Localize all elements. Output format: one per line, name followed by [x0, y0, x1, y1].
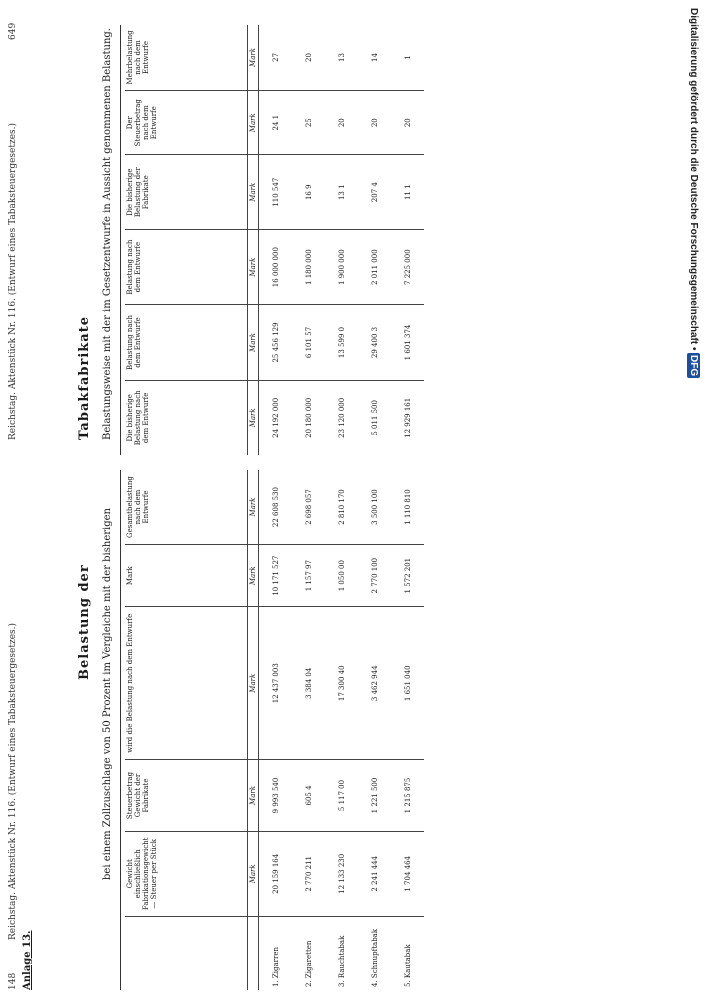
- right-header-4: Der Steuerbetrag nach dem Entwurfe: [125, 90, 248, 155]
- right-header-0: Die bisherige Belastung nach dem Entwurfe: [125, 380, 248, 455]
- table-cell: 110 547: [259, 155, 293, 229]
- table-row: [325, 25, 358, 455]
- table-cell: 6 101 57: [292, 305, 325, 380]
- right-unit-2: Mark: [248, 229, 259, 304]
- row-label: 2. Zigaretten: [304, 940, 313, 987]
- table-cell: 1 180 000: [292, 229, 325, 304]
- table-cell: 16 000 000: [259, 229, 293, 304]
- left-unit-0: [248, 916, 259, 990]
- left-header-0: [125, 916, 248, 990]
- table-cell: 7 225 000: [391, 229, 424, 304]
- left-table-top-rule: [120, 470, 121, 990]
- table-cell: 1 110 810: [391, 470, 424, 545]
- table-cell: 2 770 100: [358, 545, 391, 607]
- table-cell: 13: [325, 25, 358, 90]
- table-row: [325, 470, 358, 990]
- table-cell: 25 456 129: [259, 305, 293, 380]
- table-cell: 23 120 000: [337, 397, 346, 438]
- table-cell: 3 384 04: [292, 607, 325, 760]
- right-table: [125, 25, 424, 455]
- left-unit-1: Mark: [248, 831, 259, 916]
- table-cell: 1 651 040: [391, 607, 424, 760]
- table-cell: 20: [292, 25, 325, 90]
- left-unit-3: Mark: [248, 607, 259, 760]
- table-cell: 2 241 444: [358, 831, 391, 916]
- table-row: [391, 470, 424, 990]
- right-unit-0: Mark: [248, 380, 259, 455]
- left-running-title: Reichstag. Aktenstück Nr. 116. (Entwurf eines Tabaksteuergesetzes.): [8, 622, 18, 940]
- table-row: [391, 25, 424, 455]
- dfg-logo: DFG: [688, 355, 699, 377]
- left-unit-2: Mark: [248, 760, 259, 831]
- table-cell: 13 1: [325, 155, 358, 229]
- right-header-3: Die bisherige Belastung der Fabrikate: [125, 155, 248, 229]
- right-header-5: Mehrbelastung nach dem Entwurfe: [125, 25, 248, 90]
- right-page-number: 649: [8, 22, 18, 40]
- left-header-4: Mark: [125, 545, 248, 607]
- table-cell: 1: [391, 25, 424, 90]
- table-cell: 207 4: [358, 155, 391, 229]
- table-cell: 1 601 374: [391, 305, 424, 380]
- left-header-5: Gesamtbelastung nach dem Entwurfe: [125, 470, 248, 545]
- right-table-top-rule: [120, 25, 121, 455]
- left-header-3: wird die Belastung nach dem Entwurfe: [125, 607, 248, 760]
- right-header-1: Belastung nach dem Entwurfe: [125, 305, 248, 380]
- table-cell: 5 011 500: [370, 400, 379, 436]
- table-cell: 3 462 944: [358, 607, 391, 760]
- right-title-sub: Belastungsweise mit der im Gesetzentwurfe in Aussicht genommenen Belastung.: [102, 28, 113, 440]
- table-row: [358, 25, 391, 455]
- table-cell: 20 159 164: [259, 831, 293, 916]
- right-unit-5: Mark: [248, 25, 259, 90]
- table-cell: 12 437 003: [259, 607, 293, 760]
- table-cell: 20: [391, 90, 424, 155]
- table-cell: 12 133 230: [325, 831, 358, 916]
- table-cell: 1 900 000: [325, 229, 358, 304]
- table-cell: 3 500 100: [358, 470, 391, 545]
- right-unit-1: Mark: [248, 305, 259, 380]
- table-cell: 1 050 00: [325, 545, 358, 607]
- table-row: [358, 470, 391, 990]
- row-label: 1. Zigarren: [271, 946, 280, 987]
- table-cell: 2 698 057: [292, 470, 325, 545]
- left-page-number: 148: [8, 972, 18, 990]
- table-cell: 16 9: [292, 155, 325, 229]
- table-cell: 25: [292, 90, 325, 155]
- table-cell: 1 221 500: [358, 760, 391, 831]
- right-unit-3: Mark: [248, 155, 259, 229]
- right-unit-4: Mark: [248, 90, 259, 155]
- table-cell: 20 180 000: [304, 397, 313, 438]
- table-cell: 1 157 97: [292, 545, 325, 607]
- table-cell: 17 300 40: [325, 607, 358, 760]
- row-label: 5. Kautabak: [403, 944, 412, 987]
- row-label: 3. Rauchtabak: [337, 935, 346, 987]
- left-header-2: Steuerbetrag Gewicht der Fabrikate: [125, 760, 248, 831]
- digitization-credit: [688, 8, 699, 378]
- left-unit-4: Mark: [248, 545, 259, 607]
- table-cell: 2 770 211: [292, 831, 325, 916]
- table-cell: 11 1: [391, 155, 424, 229]
- table-row: [259, 25, 293, 455]
- table-cell: 14: [358, 25, 391, 90]
- table-cell: 9 993 540: [259, 760, 293, 831]
- table-cell: 10 171 527: [259, 545, 293, 607]
- right-running-title: Reichstag. Aktenstück Nr. 116. (Entwurf eines Tabaksteuergesetzes.): [8, 122, 18, 440]
- left-title-main: Belastung der: [77, 564, 92, 680]
- table-cell: 5 117 00: [325, 760, 358, 831]
- table-cell: 1 215 875: [391, 760, 424, 831]
- table-cell: 1 572 201: [391, 545, 424, 607]
- table-cell: 20: [325, 90, 358, 155]
- table-cell: 29 400 3: [358, 305, 391, 380]
- appendix-label: Anlage 13.: [22, 930, 33, 990]
- right-header-2: Belastung nach dem Entwurfe: [125, 229, 248, 304]
- left-header-1: Gewicht einschließlich Fabrikationsgewicht — Steuer per Stück: [125, 831, 248, 916]
- table-cell: 24 192 000: [271, 397, 280, 438]
- left-table: [125, 470, 424, 990]
- table-cell: 24 1: [259, 90, 293, 155]
- right-title-main: Tabakfabrikate: [77, 316, 92, 440]
- table-cell: 22 608 530: [259, 470, 293, 545]
- table-cell: 1 704 464: [391, 831, 424, 916]
- table-cell: 2 810 170: [325, 470, 358, 545]
- table-cell: 2 011 000: [358, 229, 391, 304]
- left-title-sub: bei einem Zollzuschlage von 50 Prozent im Vergleiche mit der bisherigen: [102, 508, 113, 880]
- table-cell: 605 4: [292, 760, 325, 831]
- table-cell: 12 929 161: [403, 397, 412, 438]
- table-row: [259, 470, 293, 990]
- table-cell: 20: [358, 90, 391, 155]
- left-unit-5: Mark: [248, 470, 259, 545]
- table-row: [292, 25, 325, 455]
- table-cell: 27: [259, 25, 293, 90]
- table-cell: 13 599 0: [325, 305, 358, 380]
- row-label: 4. Schnupftabak: [370, 928, 379, 987]
- table-row: [292, 470, 325, 990]
- credit-text: Digitalisierung gefördert durch die Deutsche Forschungsgemeinschaft •: [688, 8, 699, 351]
